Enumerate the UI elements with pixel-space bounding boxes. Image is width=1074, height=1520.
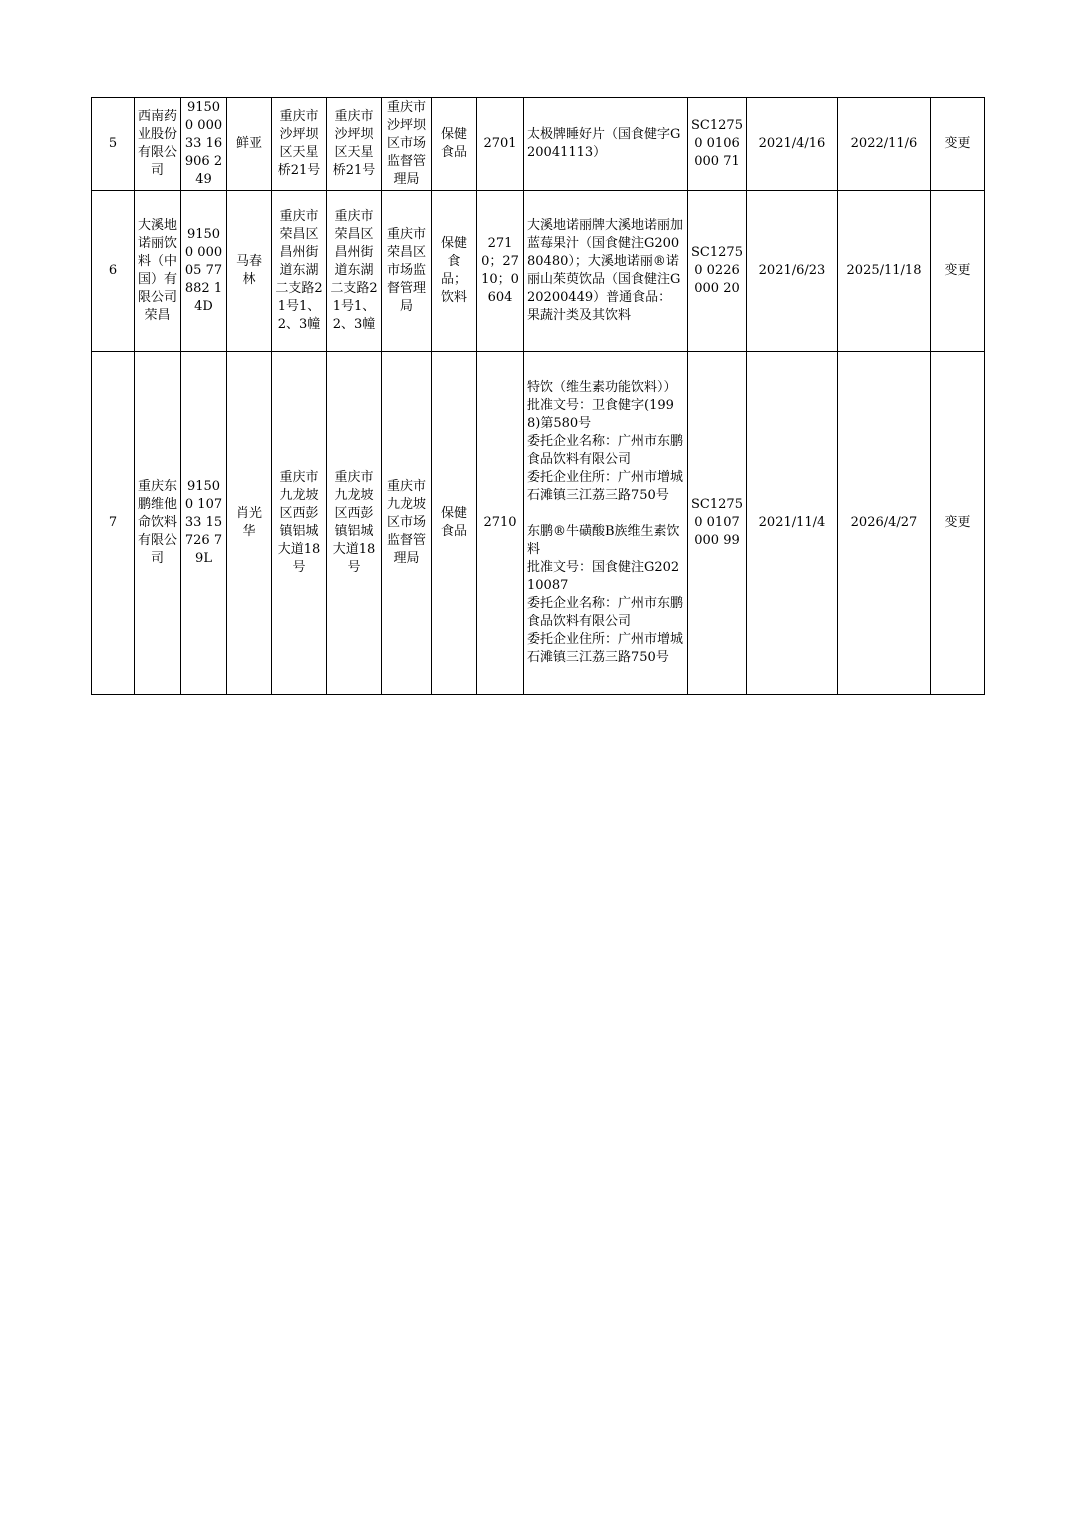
- credit-code: 91500 00005 77882 14D: [181, 191, 227, 352]
- residence: 重庆市沙坪坝区天星桥21号: [272, 98, 327, 191]
- license-number: SC12750 0107000 99: [688, 352, 747, 695]
- legal-representative: 鲜亚: [227, 98, 272, 191]
- table-row: [92, 352, 985, 695]
- license-table: [91, 97, 985, 695]
- issue-date: 2021/6/23: [747, 191, 838, 352]
- change-type: 变更: [931, 98, 985, 191]
- category-code: 2710: [477, 352, 524, 695]
- license-number: SC12750 0106000 71: [688, 98, 747, 191]
- change-type: 变更: [931, 191, 985, 352]
- production-address: 重庆市沙坪坝区天星桥21号: [327, 98, 382, 191]
- authority: 重庆市九龙坡区市场监督管理局: [382, 352, 432, 695]
- products: 特饮（维生素功能饮料）） 批准文号：卫食健字(1998)第580号 委托企业名称：广州市东鹏食品饮料有限公司 委托企业住所：广州市增城石滩镇三江荔三路750号 东鹏®牛磺酸B族维生素饮料 批准文号：国食健注G20210087 委托企业名称：广州市东鹏食品饮料有限公司 委托企业住所：广州市增城石滩镇三江荔三路750号: [524, 352, 688, 695]
- legal-representative: 肖光华: [227, 352, 272, 695]
- products: 大溪地诺丽牌大溪地诺丽加蓝莓果汁（国食健注G20080480）；大溪地诺丽®诺丽山茱萸饮品（国食健注G20200449）普通食品：果蔬汁类及其饮料: [524, 191, 688, 352]
- company-name: 大溪地诺丽饮料（中国）有限公司荣昌: [135, 191, 181, 352]
- issue-date: 2021/11/4: [747, 352, 838, 695]
- row-number: 7: [92, 352, 135, 695]
- company-name: 重庆东鹏维他命饮料有限公司: [135, 352, 181, 695]
- authority: 重庆市荣昌区市场监督管理局: [382, 191, 432, 352]
- legal-representative: 马春林: [227, 191, 272, 352]
- production-address: 重庆市九龙坡区西彭镇铝城大道18号: [327, 352, 382, 695]
- issue-date: 2021/4/16: [747, 98, 838, 191]
- table-row: [92, 98, 985, 191]
- change-type: 变更: [931, 352, 985, 695]
- expiry-date: 2022/11/6: [838, 98, 931, 191]
- row-number: 6: [92, 191, 135, 352]
- products: 太极牌睡好片（国食健字G20041113）: [524, 98, 688, 191]
- food-category: 保健食品；饮料: [432, 191, 477, 352]
- production-address: 重庆市荣昌区昌州街道东湖二支路21号1、2、3幢: [327, 191, 382, 352]
- category-code: 2710；2710；0604: [477, 191, 524, 352]
- table-row: [92, 191, 985, 352]
- residence: 重庆市荣昌区昌州街道东湖二支路21号1、2、3幢: [272, 191, 327, 352]
- company-name: 西南药业股份有限公司: [135, 98, 181, 191]
- expiry-date: 2026/4/27: [838, 352, 931, 695]
- food-category: 保健食品: [432, 352, 477, 695]
- row-number: 5: [92, 98, 135, 191]
- expiry-date: 2025/11/18: [838, 191, 931, 352]
- authority: 重庆市沙坪坝区市场监督管理局: [382, 98, 432, 191]
- credit-code: 91500 00033 16906 249: [181, 98, 227, 191]
- food-category: 保健食品: [432, 98, 477, 191]
- credit-code: 91500 10733 15726 79L: [181, 352, 227, 695]
- license-number: SC12750 0226000 20: [688, 191, 747, 352]
- residence: 重庆市九龙坡区西彭镇铝城大道18号: [272, 352, 327, 695]
- category-code: 2701: [477, 98, 524, 191]
